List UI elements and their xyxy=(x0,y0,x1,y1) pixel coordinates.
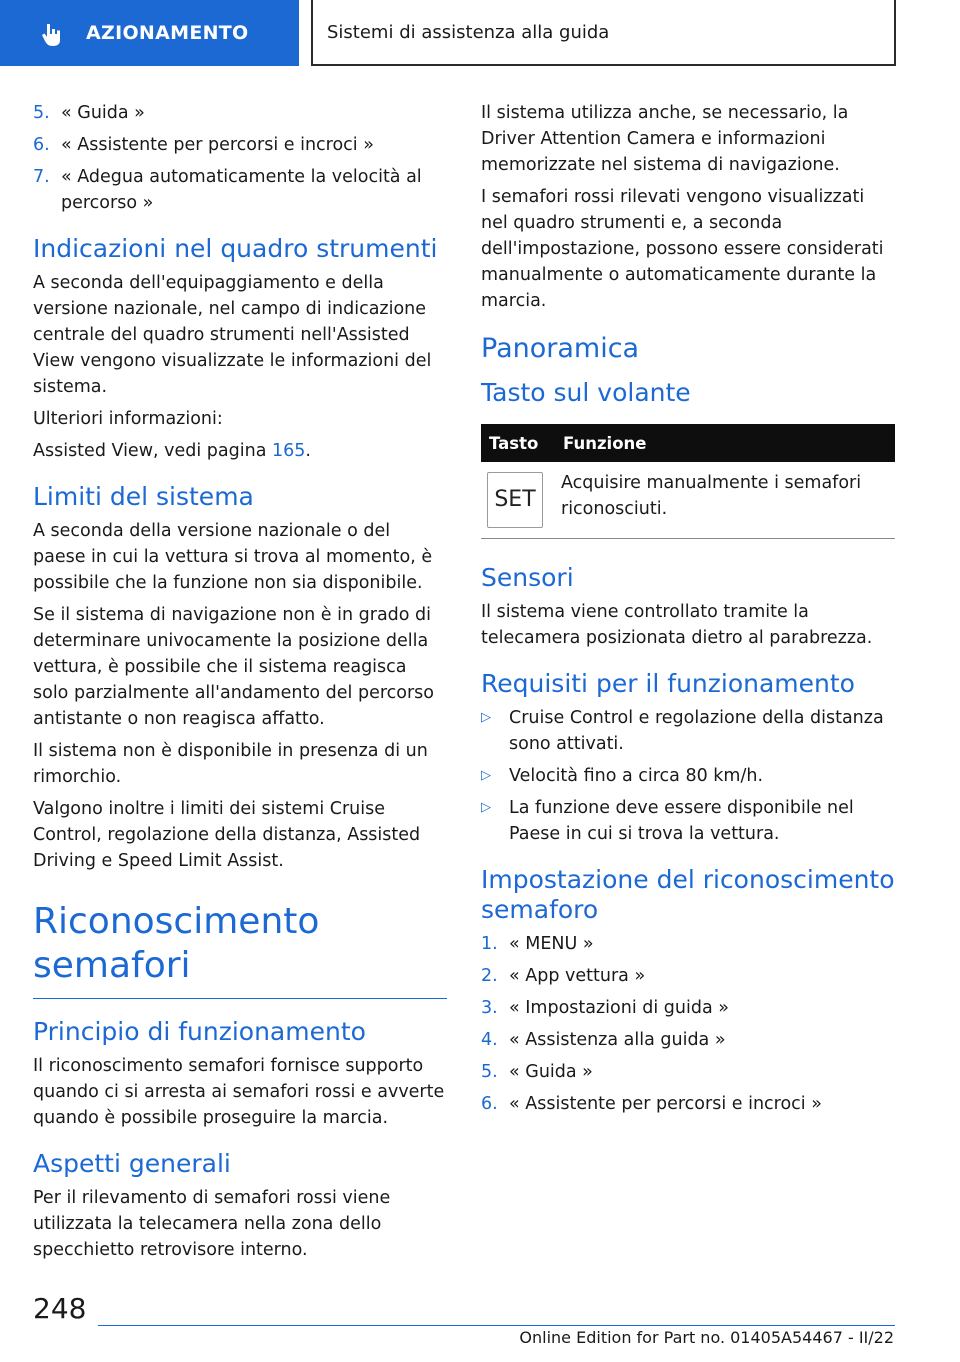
list-item: 5. « Guida » xyxy=(481,1061,593,1082)
heading-impostazione: Impostazione del riconoscimento semaforo xyxy=(481,864,895,924)
paragraph: A seconda dell'equipaggiamento e della versione nazionale, nel campo di indicazione centrale del quadro strumenti nell'Assisted View vengono visualizzate le informazioni del sistema. xyxy=(33,273,432,397)
column-header-funzione: Funzione xyxy=(555,424,895,462)
requirements-list xyxy=(481,705,895,847)
paragraph: Se il sistema di navigazione non è in grado di determinare univocamente la posizione della vettura, è possibile che il sistema reagisca solo parzialmente all'andamento del percorso antistante o non reagisca affatto. xyxy=(33,605,434,729)
list-item: 5. « Guida » xyxy=(33,103,145,123)
steps-list-top xyxy=(33,100,447,216)
key-cell xyxy=(481,462,555,538)
list-item: ▷ Velocità fino a circa 80 km/h. xyxy=(481,763,895,789)
paragraph: Valgono inoltre i limiti dei sistemi Cruise Control, regolazione della distanza, Assisted Driving e Speed Limit Assist. xyxy=(33,799,421,871)
steps-list xyxy=(481,931,895,1117)
list-item: ▷ La funzione deve essere disponibile nel Paese in cui si trova la vettura. xyxy=(481,795,895,847)
heading-indicazioni: Indicazioni nel quadro strumenti xyxy=(33,234,438,263)
heading-tasto: Tasto sul volante xyxy=(481,378,691,407)
left-column xyxy=(33,100,447,1269)
table-row xyxy=(481,462,895,538)
page-number: 248 xyxy=(33,1292,87,1325)
heading-panoramica: Panoramica xyxy=(481,333,640,364)
heading-requisiti: Requisiti per il funzionamento xyxy=(481,668,855,698)
heading-limiti: Limiti del sistema xyxy=(33,482,254,511)
list-item: 6. « Assistente per percorsi e incroci » xyxy=(481,1093,822,1114)
steering-hand-icon xyxy=(38,20,66,48)
footer-divider xyxy=(98,1325,895,1326)
chapter-title: Sistemi di assistenza alla guida xyxy=(327,21,610,43)
chapter-header xyxy=(311,0,896,66)
key-function-table xyxy=(481,424,895,539)
list-item: 6. « Assistente per percorsi e incroci » xyxy=(33,135,374,155)
edition-note: Online Edition for Part no. 01405A54467 - II/22 xyxy=(519,1328,894,1347)
list-item: 7. « Adegua automaticamente la velocità al percorso » xyxy=(33,167,422,213)
list-item: 3. « Impostazioni di guida » xyxy=(481,997,729,1018)
chapter-heading: Riconoscimento semafori xyxy=(33,900,447,999)
paragraph: Il riconoscimento semafori fornisce supporto quando ci si arresta ai semafori rossi e avverte quando è possibile proseguire la marcia. xyxy=(33,1056,445,1128)
page-link[interactable]: 165 xyxy=(271,441,306,461)
paragraph: I semafori rossi rilevati vengono visualizzati nel quadro strumenti e, a seconda dell'impostazione, possono essere considerati manualmente o automaticamente durante la marcia. xyxy=(481,187,884,311)
triangle-bullet-icon: ▷ xyxy=(481,709,491,725)
list-item: ▷ Cruise Control e regolazione della distanza sono attivati. xyxy=(481,705,895,757)
section-title: AZIONAMENTO xyxy=(86,22,249,44)
triangle-bullet-icon: ▷ xyxy=(481,767,491,783)
paragraph: Il sistema non è disponibile in presenza di un rimorchio. xyxy=(33,741,428,787)
list-item: 1. « MENU » xyxy=(481,933,594,954)
paragraph: Per il rilevamento di semafori rossi viene utilizzata la telecamera nella zona dello specchietto retrovisore interno. xyxy=(33,1188,391,1260)
triangle-bullet-icon: ▷ xyxy=(481,799,491,815)
section-tab xyxy=(0,0,299,66)
paragraph: Ulteriori informazioni: xyxy=(33,409,223,429)
right-column xyxy=(481,100,895,1123)
paragraph-assisted-view: Assisted View, vedi pagina 165. xyxy=(33,441,311,461)
set-button-icon: SET xyxy=(487,472,543,528)
function-cell: Acquisire manualmente i semafori riconosciuti. xyxy=(555,462,895,538)
heading-principio: Principio di funzionamento xyxy=(33,1017,366,1046)
heading-sensori: Sensori xyxy=(481,562,574,592)
heading-aspetti: Aspetti generali xyxy=(33,1149,231,1178)
paragraph: Il sistema utilizza anche, se necessario, la Driver Attention Camera e informazioni memorizzate nel sistema di navigazione. xyxy=(481,103,849,175)
list-item: 2. « App vettura » xyxy=(481,965,646,986)
column-header-tasto: Tasto xyxy=(481,424,555,462)
list-item: 4. « Assistenza alla guida » xyxy=(481,1029,726,1050)
paragraph: A seconda della versione nazionale o del paese in cui la vettura si trova al momento, è possibile che la funzione non sia disponibile. xyxy=(33,521,433,593)
paragraph: Il sistema viene controllato tramite la telecamera posizionata dietro al parabrezza. xyxy=(481,601,873,648)
